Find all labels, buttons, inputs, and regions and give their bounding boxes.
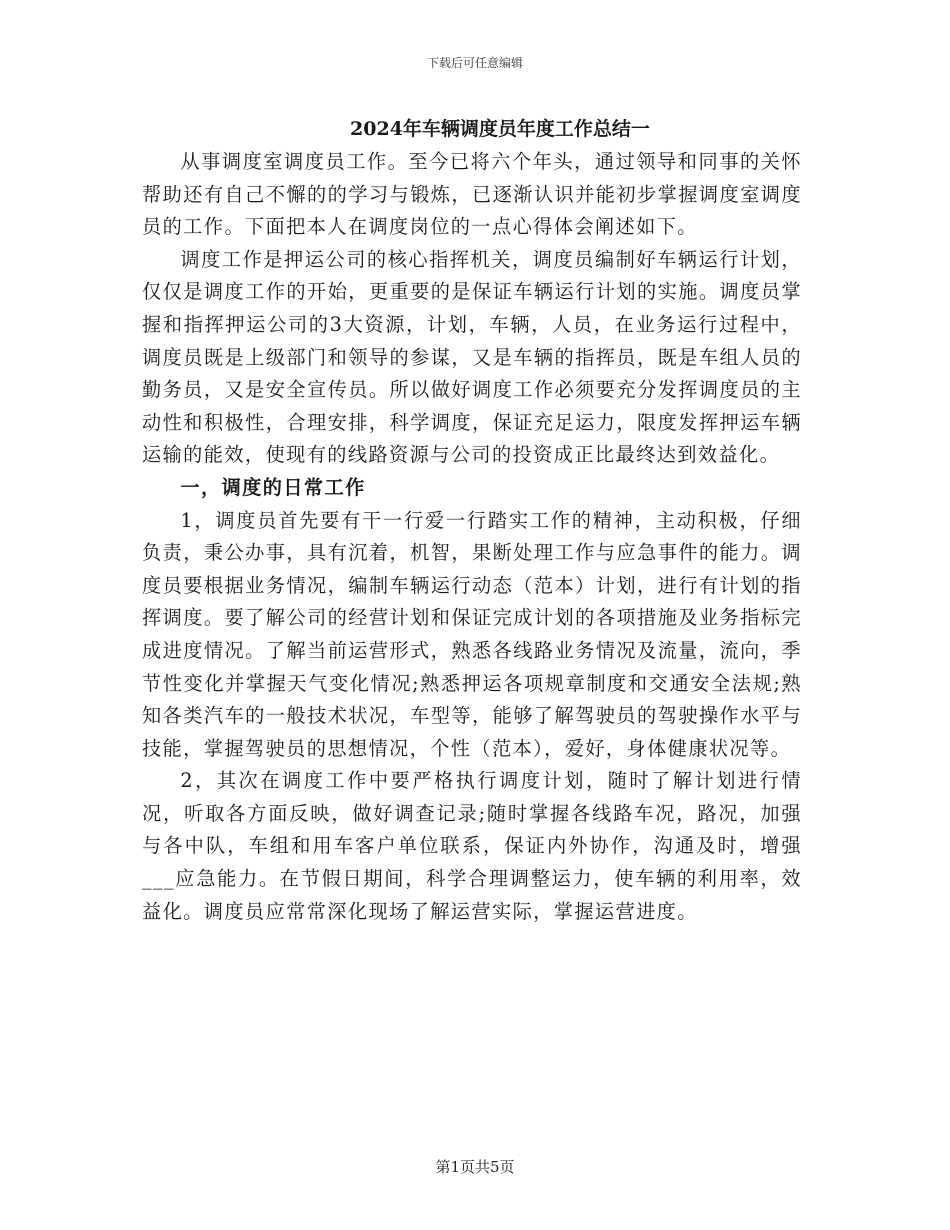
section-heading-daily-work: 一，调度的日常工作 — [180, 475, 366, 499]
paragraph-role: 调度工作是押运公司的核心指挥机关，调度员编制好车辆运行计划，仅仅是调度工作的开始，更重要的是保证车辆运行计划的实施。调度员掌握和指挥押运公司的3大资源，计划，车辆，人员，在业务运行过程中，调度员既是上级部门和领导的参谋，又是车辆的指挥员，既是车组人员的勤务员，又是安全宣传员。所以做好调度工作必须要充分发挥调度员的主动性和积极性，合理安排，科学调度，保证充足运力，限度发挥押运车辆运输的能效，使现有的线路资源与公司的投资成正比最终达到效益化。 — [142, 247, 802, 467]
paragraph-item-1: 1，调度员首先要有干一行爱一行踏实工作的精神，主动积极，仔细负责，秉公办事，具有沉着，机智，果断处理工作与应急事件的能力。调度员要根据业务情况，编制车辆运行动态（范本）计划，进行有计划的指挥调度。要了解公司的经营计划和保证完成计划的各项措施及业务指标完成进度情况。了解当前运营形式，熟悉各线路业务情况及流量，流向，季节性变化并掌握天气变化情况;熟悉押运各项规章制度和交通安全法规;熟知各类汽车的一般技术状况，车型等，能够了解驾驶员的驾驶操作水平与技能，掌握驾驶员的思想情况，个性（范本），爱好，身体健康状况等。 — [142, 508, 802, 760]
paragraph-item-2: 2，其次在调度工作中要严格执行调度计划，随时了解计划进行情况，听取各方面反映，做好调查记录;随时掌握各线路车况，路况，加强与各中队，车组和用车客户单位联系，保证内外协作，沟通及时，增强___应急能力。在节假日期间，科学合理调整运力，使车辆的利用率，效益化。调度员应常常深化现场了解运营实际，掌握运营进度。 — [142, 769, 802, 923]
document-body — [142, 146, 802, 928]
page-header-note: 下载后可任意编辑 — [426, 56, 523, 70]
page-number: 第1页共5页 — [435, 1158, 515, 1176]
document-title: 2024年车辆调度员年度工作总结一 — [350, 118, 650, 140]
paragraph-intro: 从事调度室调度员工作。至今已将六个年头，通过领导和同事的关怀帮助还有自己不懈的的学习与锻炼，已逐渐认识并能初步掌握调度室调度员的工作。下面把本人在调度岗位的一点心得体会阐述如下。 — [142, 150, 802, 239]
